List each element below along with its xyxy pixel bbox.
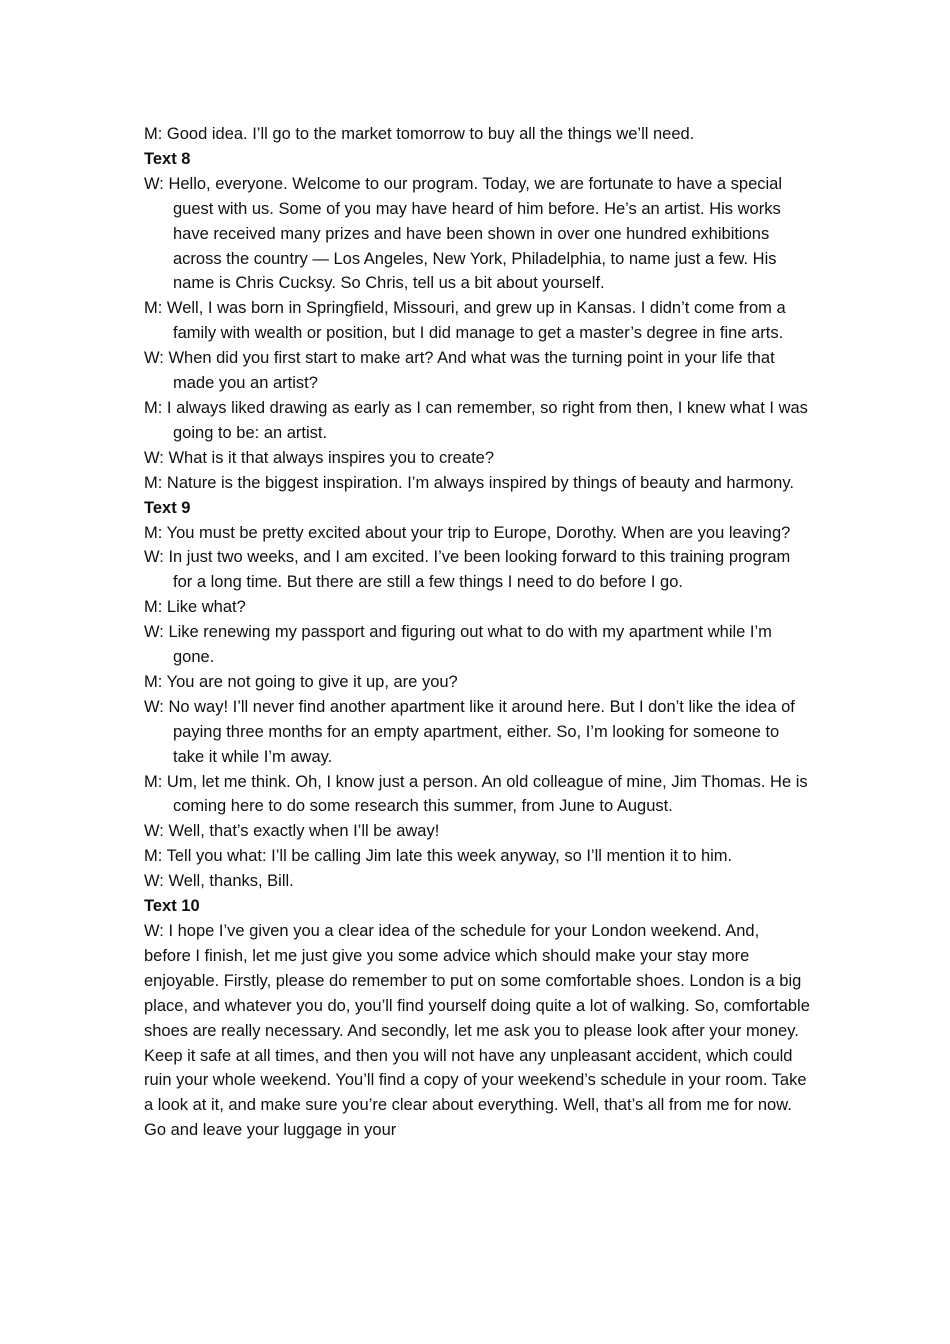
- section-heading-text-9: Text 9: [144, 498, 191, 517]
- section-heading-text-10: Text 10: [144, 897, 200, 916]
- dialogue-line: M: You are not going to give it up, are you?: [144, 672, 458, 691]
- dialogue-line: W: No way! I’ll never find another apartment like it around here. But I don’t like the idea of paying three months for an empty apartment, either. So, I’m looking for someone to take it while I’m away.: [144, 697, 795, 766]
- dialogue-line: M: Like what?: [144, 598, 246, 617]
- dialogue-line: M: Well, I was born in Springfield, Missouri, and grew up in Kansas. I didn’t come from a family with wealth or position, but I did manage to get a master’s degree in fine arts.: [144, 299, 786, 343]
- dialogue-line: W: Well, thanks, Bill.: [144, 872, 294, 891]
- dialogue-line: M: Tell you what: I’ll be calling Jim late this week anyway, so I’ll mention it to him.: [144, 847, 733, 866]
- dialogue-line: M: I always liked drawing as early as I can remember, so right from then, I knew what I was going to be: an artist.: [144, 398, 808, 442]
- dialogue-line: W: What is it that always inspires you to create?: [144, 448, 495, 467]
- dialogue-line: W: In just two weeks, and I am excited. I’ve been looking forward to this training program for a long time. But there are still a few things I need to do before I go.: [144, 548, 791, 592]
- dialogue-line: M: Um, let me think. Oh, I know just a person. An old colleague of mine, Jim Thomas. He is coming here to do some research this summer, from June to August.: [144, 772, 808, 816]
- dialogue-line: W: Hello, everyone. Welcome to our program. Today, we are fortunate to have a special guest with us. Some of you may have heard of him before. He’s an artist. His works have received many prizes and have been shown in over one hundred exhibitions across the country — Los Angeles, New York, Philadelphia, to name just a few. His name is Chris Cucksy. So Chris, tell us a bit about yourself.: [144, 174, 783, 293]
- dialogue-line: M: You must be pretty excited about your trip to Europe, Dorothy. When are you leaving?: [144, 523, 791, 542]
- dialogue-line: M: Good idea. I’ll go to the market tomorrow to buy all the things we’ll need.: [144, 125, 695, 143]
- dialogue-line: W: Well, that’s exactly when I’ll be away!: [144, 822, 440, 841]
- transcript-content: [144, 122, 810, 1143]
- dialogue-line: W: Like renewing my passport and figuring out what to do with my apartment while I’m gone.: [144, 623, 772, 667]
- dialogue-line: M: Nature is the biggest inspiration. I’m always inspired by things of beauty and harmony.: [144, 473, 794, 492]
- monologue-paragraph: W: I hope I’ve given you a clear idea of the schedule for your London weekend. And, before I finish, let me just give you some advice which should make your stay more enjoyable. Firstly, please do remember to put on some comfortable shoes. London is a big place, and whatever you do, you’ll find yourself doing quite a lot of walking. So, comfortable shoes are really necessary. And secondly, let me ask you to please look after your money. Keep it safe at all times, and then you will not have any unpleasant accident, which could ruin your whole weekend. You’ll find a copy of your weekend’s schedule in your room. Take a look at it, and make sure you’re clear about everything. Well, that’s all from me for now. Go and leave your luggage in your: [144, 922, 810, 1140]
- section-heading-text-8: Text 8: [144, 149, 191, 168]
- dialogue-line: W: When did you first start to make art? And what was the turning point in your life that made you an artist?: [144, 349, 775, 393]
